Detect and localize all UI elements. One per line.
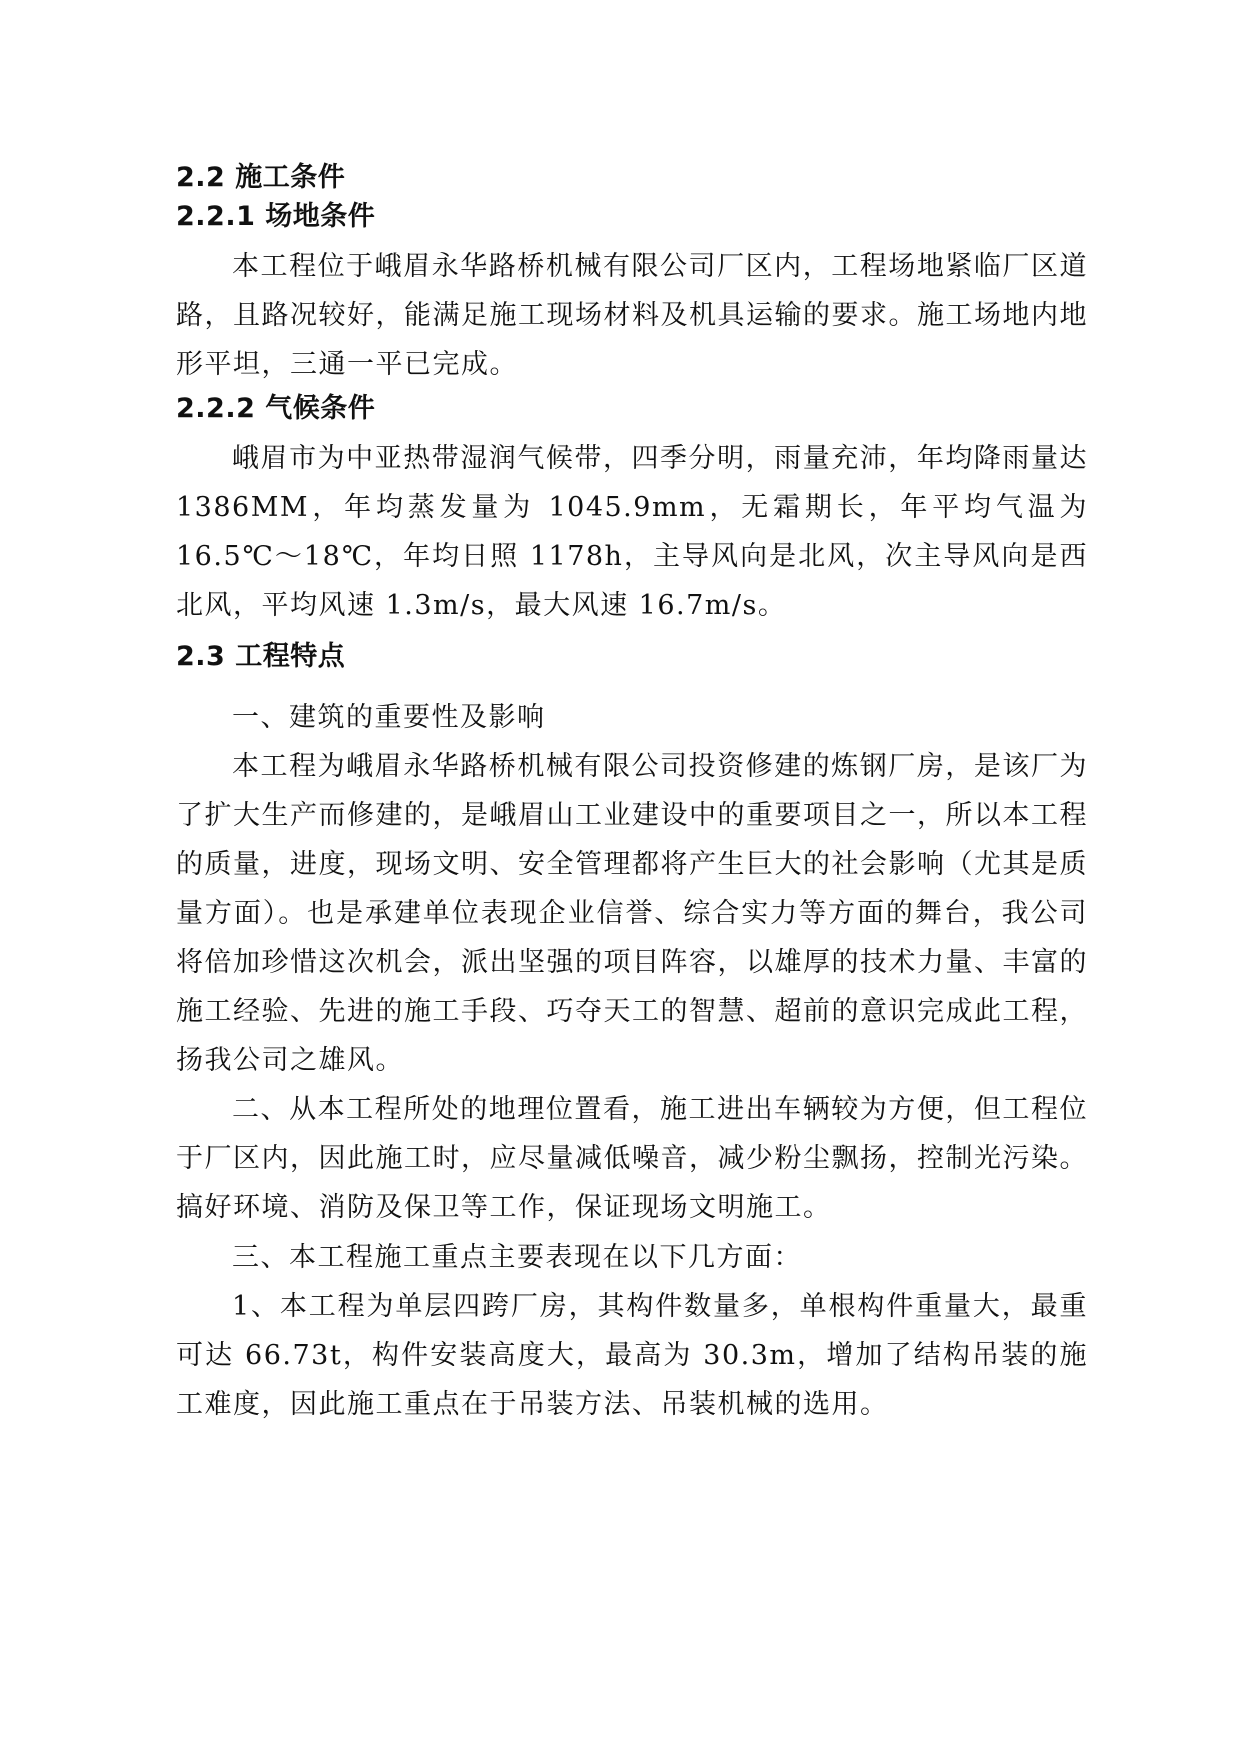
- heading-project-features: 2.3 工程特点: [176, 641, 346, 672]
- heading-site-conditions: 2.2.1 场地条件: [176, 201, 376, 232]
- paragraph-key-point-1: 1、本工程为单层四跨厂房，其构件数量多，单根构件重量大，最重可达 66.73t，构件安装高度大，最高为 30.3m，增加了结构吊装的施工难度，因此施工重点在于吊装方法、吊装机械的选用。: [176, 1291, 1088, 1420]
- item-importance-title: 一、建筑的重要性及影响: [232, 702, 546, 733]
- heading-climate-conditions: 2.2.2 气候条件: [176, 393, 376, 424]
- paragraph-importance: 本工程为峨眉永华路桥机械有限公司投资修建的炼钢厂房，是该厂为了扩大生产而修建的，是峨眉山工业建设中的重要项目之一，所以本工程的质量，进度，现场文明、安全管理都将产生巨大的社会影响（尤其是质量方面）。也是承建单位表现企业信誉、综合实力等方面的舞台，我公司将倍加珍惜这次机会，派出坚强的项目阵容，以雄厚的技术力量、丰富的施工经验、先进的施工手段、巧夺天工的智慧、超前的意识完成此工程，扬我公司之雄风。: [176, 751, 1088, 1076]
- paragraph-climate-conditions: 峨眉市为中亚热带湿润气候带，四季分明，雨量充沛，年均降雨量达 1386MM，年均蒸发量为 1045.9mm，无霜期长，年平均气温为 16.5℃～18℃，年均日照 1178h，主导风向是北风，次主导风向是西北风，平均风速 1.3m/s，最大风速 16.7m/s。: [176, 443, 1088, 621]
- paragraph-site-conditions: 本工程位于峨眉永华路桥机械有限公司厂区内，工程场地紧临厂区道路，且路况较好，能满足施工现场材料及机具运输的要求。施工场地内地形平坦，三通一平已完成。: [176, 251, 1088, 380]
- paragraph-location: 二、从本工程所处的地理位置看，施工进出车辆较为方便，但工程位于厂区内，因此施工时，应尽量减低噪音，减少粉尘飘扬，控制光污染。搞好环境、消防及保卫等工作，保证现场文明施工。: [176, 1094, 1088, 1223]
- item-key-points-title: 三、本工程施工重点主要表现在以下几方面：: [232, 1242, 802, 1273]
- heading-construction-conditions: 2.2 施工条件: [176, 162, 346, 193]
